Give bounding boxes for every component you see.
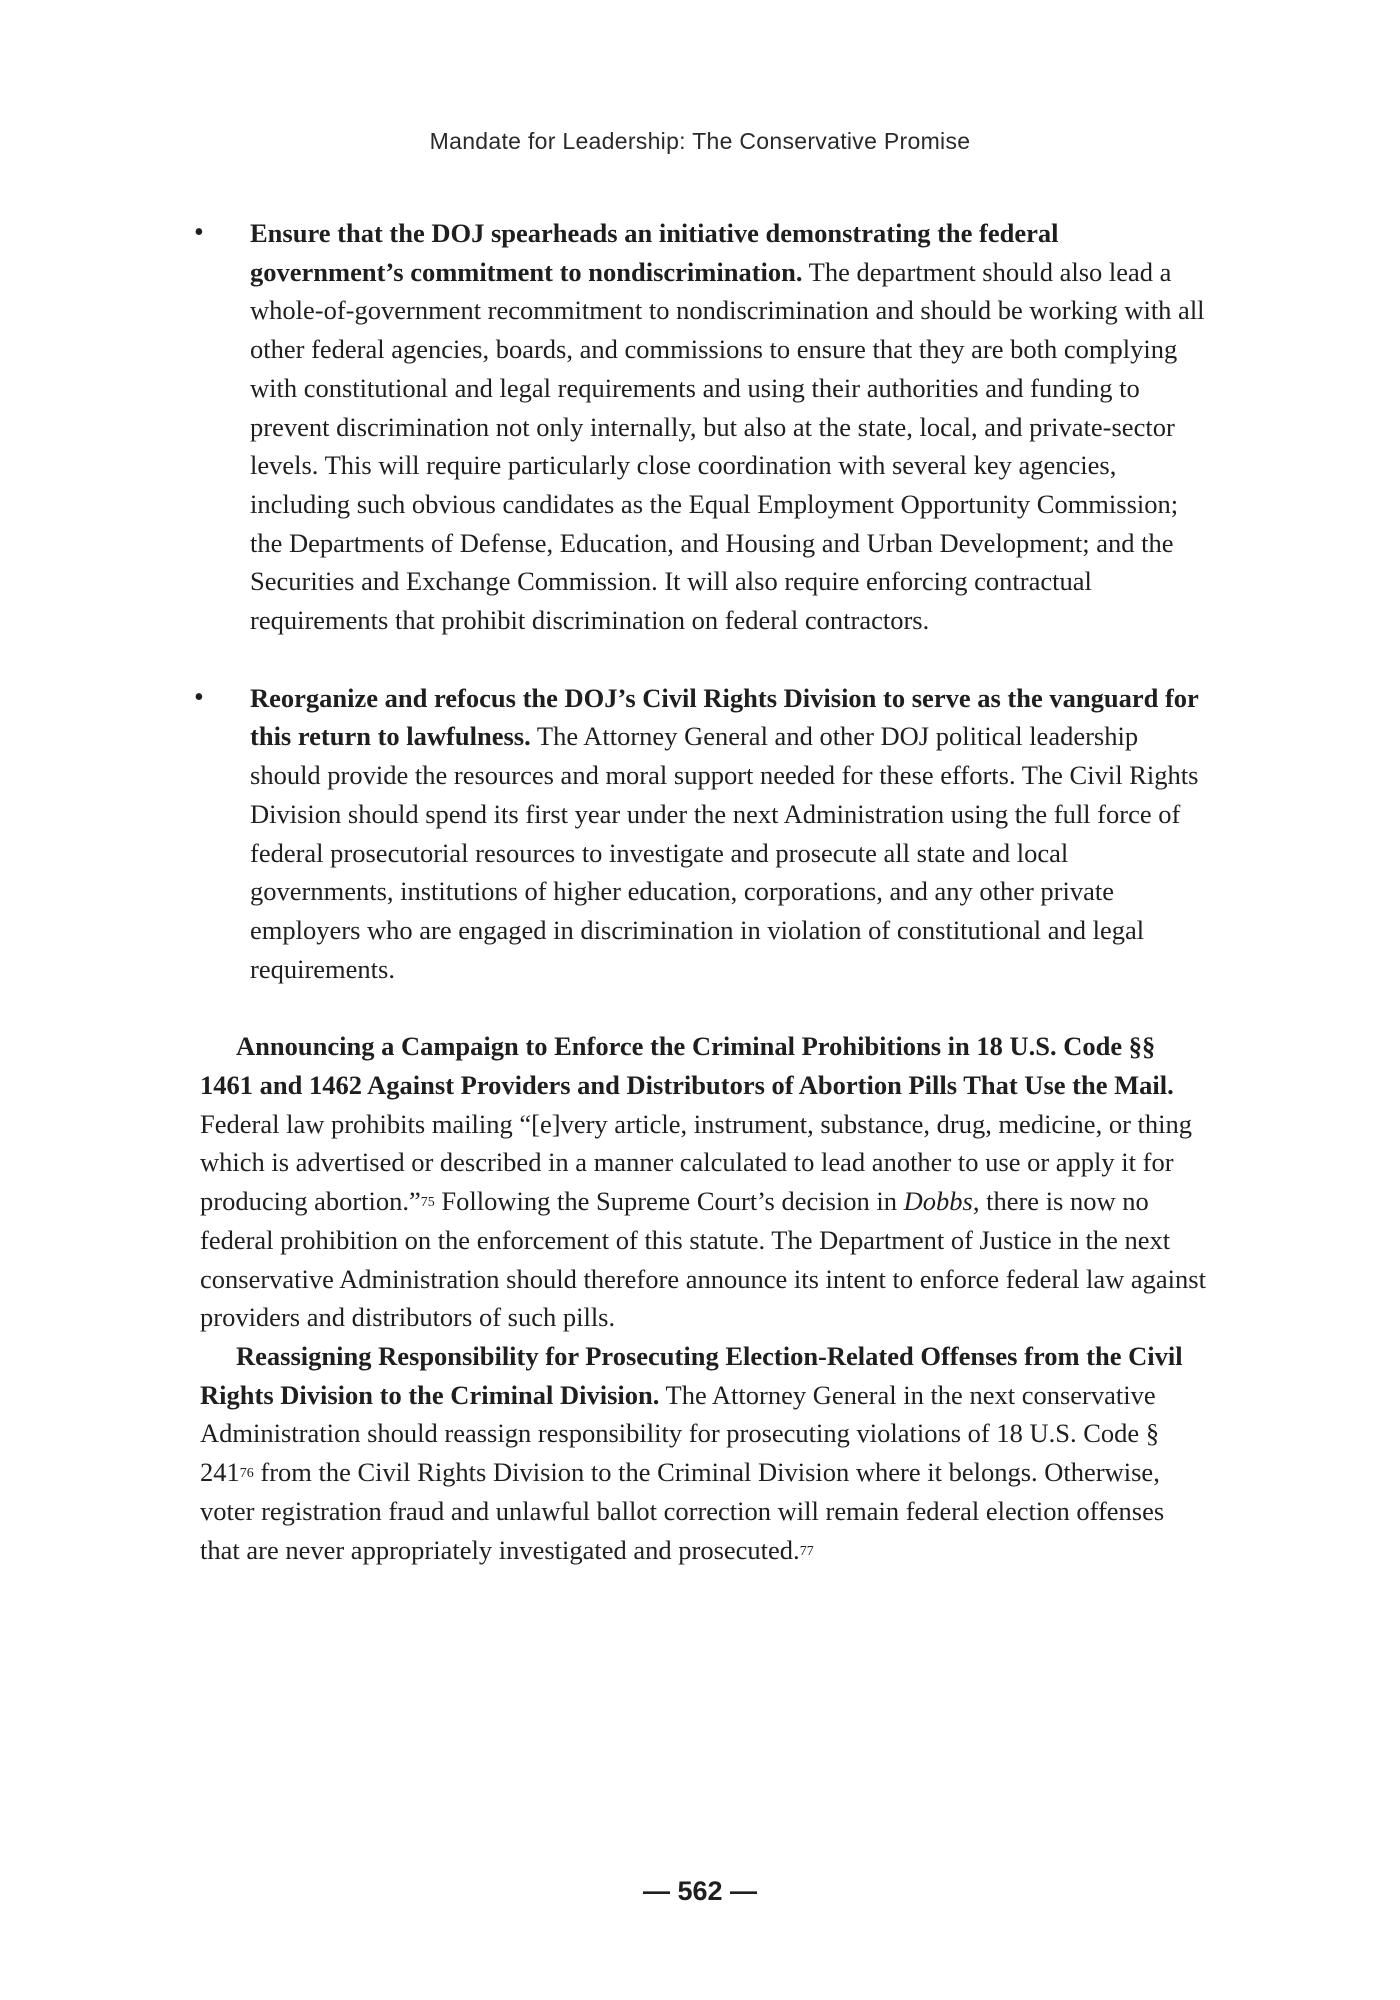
bullet-lead: Ensure that the DOJ spearheads an initiative demonstrating the federal government’s commitment to nondiscrimination.	[250, 218, 1059, 287]
page-number: — 562 —	[642, 1876, 758, 1906]
paragraph-election-offenses	[200, 1337, 1206, 1569]
paragraph-text: Federal law prohibits mailing “[e]very article, instrument, substance, drug, medicine, or thing which is advertised or described in a manner calculated to lead another to use or apply it for producing abortion.”	[200, 1108, 1192, 1217]
paragraph-text: The Attorney General in the next conservative Administration should reassign responsibility for prosecuting violations of 18 U.S. Code § 241	[200, 1379, 1160, 1488]
recommendation-list	[194, 214, 1206, 988]
list-item	[194, 214, 1206, 640]
paragraph-abortion-pills	[200, 1027, 1206, 1337]
page-body	[194, 214, 1206, 1569]
bullet-lead: Reorganize and refocus the DOJ’s Civil Rights Division to serve as the vanguard for this return to lawfulness.	[250, 682, 1199, 752]
paragraph-text: from the Civil Rights Division to the Criminal Division where it belongs. Otherwise, voter registration fraud and unlawful ballot correction will remain federal election offenses that are never appropriately investigated and prosecuted.	[200, 1457, 1165, 1565]
bullet-icon: •	[194, 681, 204, 713]
case-name: Dobbs	[903, 1186, 973, 1217]
paragraph-lead: Announcing a Campaign to Enforce the Criminal Prohibitions in 18 U.S. Code §§ 1461 and 1462 Against Providers and Distributors of Abortion Pills That Use the Mail.	[200, 1031, 1174, 1101]
paragraph-lead: Reassigning Responsibility for Prosecuting Election-Related Offenses from the Civil Rights Division to the Criminal Division.	[200, 1340, 1183, 1410]
paragraph-text: , there is now no federal prohibition on the enforcement of this statute. The Department of Justice in the next conservative Administration should therefore announce its intent to enforce federal law against providers and distributors of such pills.	[200, 1186, 1206, 1333]
paragraph-text: Following the Supreme Court’s decision in	[434, 1186, 904, 1217]
footnote-ref[interactable]: 75	[420, 1195, 435, 1211]
bullet-text: The Attorney General and other DOJ political leadership should provide the resources and moral support needed for these efforts. The Civil Rights Division should spend its first year under the next Administration using the full force of federal prosecutorial resources to investigate and prosecute all state and local governments, institutions of higher education, corporations, and any other private employers who are engaged in discrimination in violation of constitutional and legal requirements.	[250, 721, 1199, 984]
bullet-text: The department should also lead a whole-of-government recommitment to nondiscrimination and should be working with all other federal agencies, boards, and commissions to ensure that they are both complying with constitutional and legal requirements and using their authorities and funding to prevent discrimination not only internally, but also at the state, local, and private-sector levels. This will require particularly close coordination with several key agencies, including such obvious candidates as the Equal Employment Opportunity Commission; the Departments of Defense, Education, and Housing and Urban Development; and the Securities and Exchange Commission. It will also require enforcing contractual requirements that prohibit discrimination on federal contractors.	[250, 256, 1205, 636]
list-item	[194, 679, 1206, 989]
bullet-icon: •	[194, 217, 204, 248]
footnote-ref[interactable]: 76	[239, 1466, 254, 1482]
running-header: Mandate for Leadership: The Conservative Promise	[429, 128, 971, 154]
footnote-ref[interactable]: 77	[799, 1543, 814, 1559]
